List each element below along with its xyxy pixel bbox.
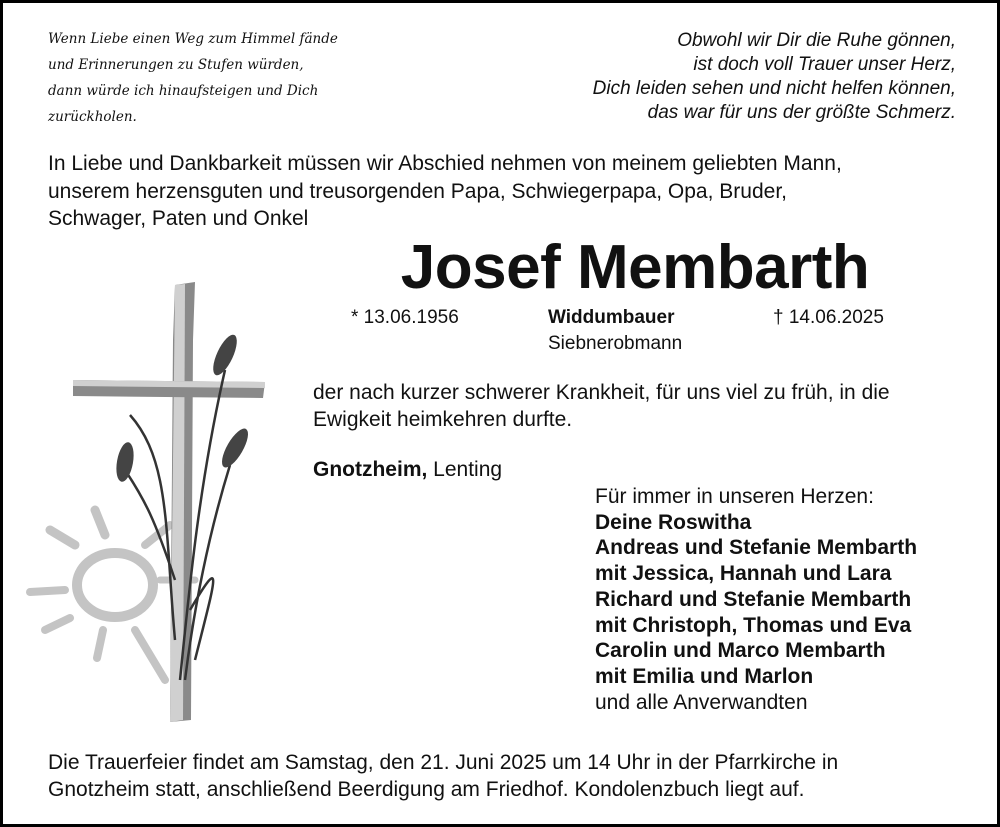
poem-left-line: zurückholen. [48,109,137,125]
place-secondary: Lenting [427,458,503,481]
deceased-name: Josef Membarth [400,233,870,302]
intro-line: In Liebe und Dankbarkeit müssen wir Abschied nehmen von meinem geliebten Mann, [48,152,842,175]
passing-line: Ewigkeit heimkehren durfte. [313,407,573,431]
birth-date: * 13.06.1956 [351,307,459,328]
poem-right-line: Dich leiden sehen und nicht helfen können, [592,78,956,99]
poem-right-line: das war für uns der größte Schmerz. [647,102,956,123]
poem-right-line: ist doch voll Trauer unser Herz, [693,54,956,75]
poem-right [593,29,956,125]
intro-text [48,150,842,233]
poem-left-line: und Erinnerungen zu Stufen würden, [48,57,304,73]
intro-line: unserem herzensguten und treusorgenden Papa, Schwiegerpapa, Opa, Bruder, [48,179,787,203]
cross-icon [73,282,265,722]
family-member: mit Emilia und Marlon [595,664,814,688]
death-date: † 14.06.2025 [773,307,884,328]
places [313,458,502,482]
family-member: mit Christoph, Thomas und Eva [595,613,912,637]
cross-wheat-sun-illustration [25,280,285,730]
passing-text [313,380,890,433]
family-heading: Für immer in unseren Herzen: [595,485,874,508]
funeral-info [48,750,838,803]
family-member: mit Jessica, Hannah und Lara [595,562,892,586]
passing-line: der nach kurzer schwerer Krankheit, für uns viel zu früh, in die [313,381,890,404]
poem-left [48,26,338,130]
funeral-line: Die Trauerfeier findet am Samstag, den 21. Juni 2025 um 14 Uhr in der Pfarrkirche in [48,751,839,774]
intro-line: Schwager, Paten und Onkel [48,207,309,230]
family-member: Andreas und Stefanie Membarth [595,536,918,560]
nickname: Widdumbauer [548,307,675,328]
poem-left-line: Wenn Liebe einen Weg zum Himmel fände [48,31,338,47]
family-member: Carolin und Marco Membarth [595,639,886,663]
poem-left-line: dann würde ich hinaufsteigen und Dich [48,83,319,99]
poem-right-line: Obwohl wir Dir die Ruhe gönnen, [677,30,956,51]
family-member: Richard und Stefanie Membarth [595,587,912,611]
family-footer: und alle Anverwandten [595,690,808,714]
place-primary: Gnotzheim, [313,458,428,481]
funeral-line: Gnotzheim statt, anschließend Beerdigung am Friedhof. Kondolenzbuch liegt auf. [48,777,805,801]
honorary-title: Siebnerobmann [548,333,683,354]
family-list [595,484,917,715]
family-member: Deine Roswitha [595,510,752,534]
